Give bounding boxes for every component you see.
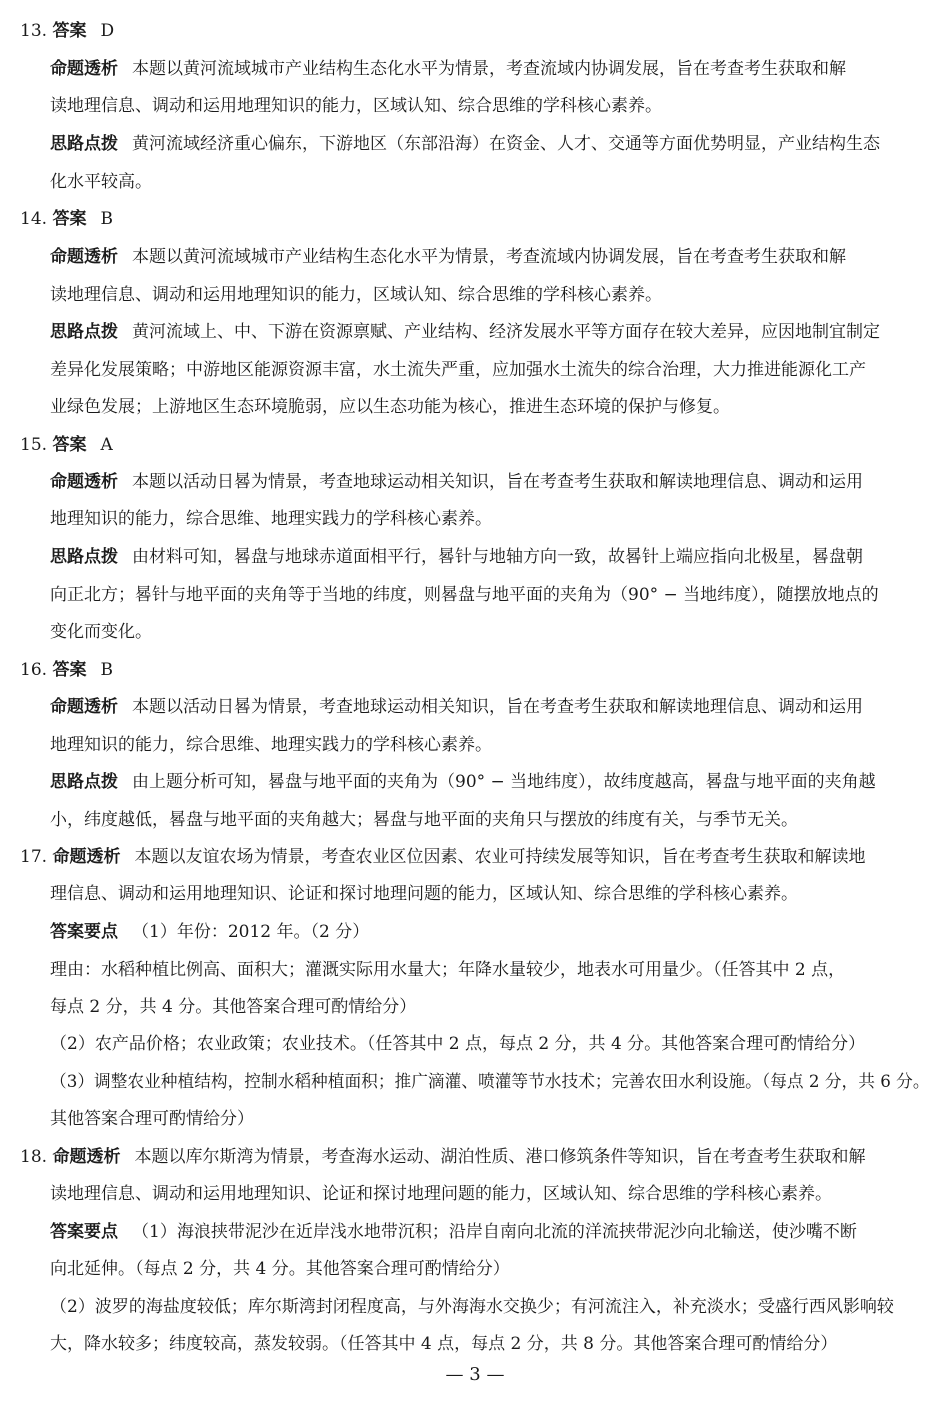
q18-ak-line-3: （2）波罗的海盐度较低；库尔斯湾封闭程度高，与外海海水交换少；有河流注入，补充淡水；受盛行西风影响较 bbox=[50, 1297, 894, 1317]
q16-sl-line-2: 小，纬度越低，晷盘与地平面的夹角越大；晷盘与地平面的夹角只与摆放的纬度有关，与季节无关。 bbox=[50, 810, 798, 830]
answer-value: B bbox=[100, 660, 113, 680]
q13-answer-line: 13. 答案 D bbox=[20, 21, 115, 41]
q15-mt-line-2: 地理知识的能力，综合思维、地理实践力的学科核心素养。 bbox=[50, 509, 492, 529]
q13-sl-line-2: 化水平较高。 bbox=[50, 172, 152, 192]
answer-label: 答案 bbox=[52, 435, 87, 455]
q14-sl-line-2: 差异化发展策略；中游地区能源资源丰富，水土流失严重，应加强水土流失的综合治理，大力推进能源化工产 bbox=[50, 360, 866, 380]
q15-answer-line: 15. 答案 A bbox=[20, 435, 113, 455]
q18-ak-line-2: 向北延伸。（每点 2 分，共 4 分。其他答案合理可酌情给分） bbox=[50, 1259, 510, 1279]
q16-answer-line: 16. 答案 B bbox=[20, 660, 113, 680]
page-number: — 3 — bbox=[445, 1364, 505, 1385]
answer-value: D bbox=[100, 21, 115, 41]
q18-ak-line-1: 答案要点 （1）海浪挟带泥沙在近岸浅水地带沉积；沿岸自南向北流的洋流挟带泥沙向北输送，使沙嘴不断 bbox=[50, 1222, 857, 1242]
answer-label: 答案 bbox=[52, 21, 87, 41]
q18-ak-line-4: 大，降水较多；纬度较高，蒸发较弱。（任答其中 4 点，每点 2 分，共 8 分。其他答案合理可酌情给分） bbox=[50, 1334, 838, 1354]
q16-mt-line-1: 命题透析 本题以活动日晷为情景，考查地球运动相关知识，旨在考查考生获取和解读地理信息、调动和运用 bbox=[50, 697, 863, 717]
q17-ak-line-3: 每点 2 分，共 4 分。其他答案合理可酌情给分） bbox=[50, 997, 417, 1017]
answer-label: 答案 bbox=[52, 209, 87, 229]
q14-mt-line-2: 读地理信息、调动和运用地理知识的能力，区域认知、综合思维的学科核心素养。 bbox=[50, 285, 662, 305]
q14-sl-line-1: 思路点拨 黄河流域上、中、下游在资源禀赋、产业结构、经济发展水平等方面存在较大差异，应因地制宜制定 bbox=[50, 322, 880, 342]
q17-ak-line-2: 理由：水稻种植比例高、面积大；灌溉实际用水量大；年降水量较少，地表水可用量少。（任答其中 2 点， bbox=[50, 960, 846, 980]
q14-mt-line-1: 命题透析 本题以黄河流域城市产业结构生态化水平为情景，考查流域内协调发展，旨在考查考生获取和解 bbox=[50, 247, 846, 267]
q13-mt-line-1: 命题透析 本题以黄河流域城市产业结构生态化水平为情景，考查流域内协调发展，旨在考查考生获取和解 bbox=[50, 59, 846, 79]
q13-mt-line-2: 读地理信息、调动和运用地理知识的能力，区域认知、综合思维的学科核心素养。 bbox=[50, 96, 662, 116]
q16-mt-line-2: 地理知识的能力，综合思维、地理实践力的学科核心素养。 bbox=[50, 735, 492, 755]
q15-mt-line-1: 命题透析 本题以活动日晷为情景，考查地球运动相关知识，旨在考查考生获取和解读地理信息、调动和运用 bbox=[50, 472, 863, 492]
q18-mt-line-2: 读地理信息、调动和运用地理知识、论证和探讨地理问题的能力，区域认知、综合思维的学科核心素养。 bbox=[50, 1184, 832, 1204]
q18-mt-line-1: 18. 命题透析 本题以库尔斯湾为情景，考查海水运动、湖泊性质、港口修筑条件等知识，旨在考查考生获取和解 bbox=[20, 1147, 866, 1167]
answer-value: A bbox=[100, 435, 113, 455]
q14-answer-line: 14. 答案 B bbox=[20, 209, 113, 229]
q17-mt-line-2: 理信息、调动和运用地理知识、论证和探讨地理问题的能力，区域认知、综合思维的学科核心素养。 bbox=[50, 884, 798, 904]
q15-sl-line-3: 变化而变化。 bbox=[50, 622, 152, 642]
q14-sl-line-3: 业绿色发展；上游地区生态环境脆弱，应以生态功能为核心，推进生态环境的保护与修复。 bbox=[50, 397, 730, 417]
q13-sl-line-1: 思路点拨 黄河流域经济重心偏东，下游地区（东部沿海）在资金、人才、交通等方面优势明显，产业结构生态 bbox=[50, 134, 880, 154]
q17-mt-line-1: 17. 命题透析 本题以友谊农场为情景，考查农业区位因素、农业可持续发展等知识，旨在考查考生获取和解读地 bbox=[20, 847, 866, 867]
q15-sl-line-1: 思路点拨 由材料可知，晷盘与地球赤道面相平行，晷针与地轴方向一致，故晷针上端应指向北极星，晷盘朝 bbox=[50, 547, 863, 567]
q17-ak-line-6: 其他答案合理可酌情给分） bbox=[50, 1109, 254, 1129]
q17-ak-line-1: 答案要点 （1）年份：2012 年。（2 分） bbox=[50, 922, 370, 942]
q15-sl-line-2: 向正北方；晷针与地平面的夹角等于当地的纬度，则晷盘与地平面的夹角为（90° − 当地纬度），随摆放地点的 bbox=[50, 585, 879, 605]
answer-value: B bbox=[100, 209, 113, 229]
answer-label: 答案 bbox=[52, 660, 87, 680]
q16-sl-line-1: 思路点拨 由上题分析可知，晷盘与地平面的夹角为（90° − 当地纬度），故纬度越高，晷盘与地平面的夹角越 bbox=[50, 772, 876, 792]
q17-ak-line-4: （2）农产品价格；农业政策；农业技术。（任答其中 2 点，每点 2 分，共 4 分。其他答案合理可酌情给分） bbox=[50, 1034, 866, 1054]
q17-ak-line-5: （3）调整农业种植结构，控制水稻种植面积；推广滴灌、喷灌等节水技术；完善农田水利设施。（每点 2 分，共 6 分。 bbox=[50, 1072, 930, 1092]
